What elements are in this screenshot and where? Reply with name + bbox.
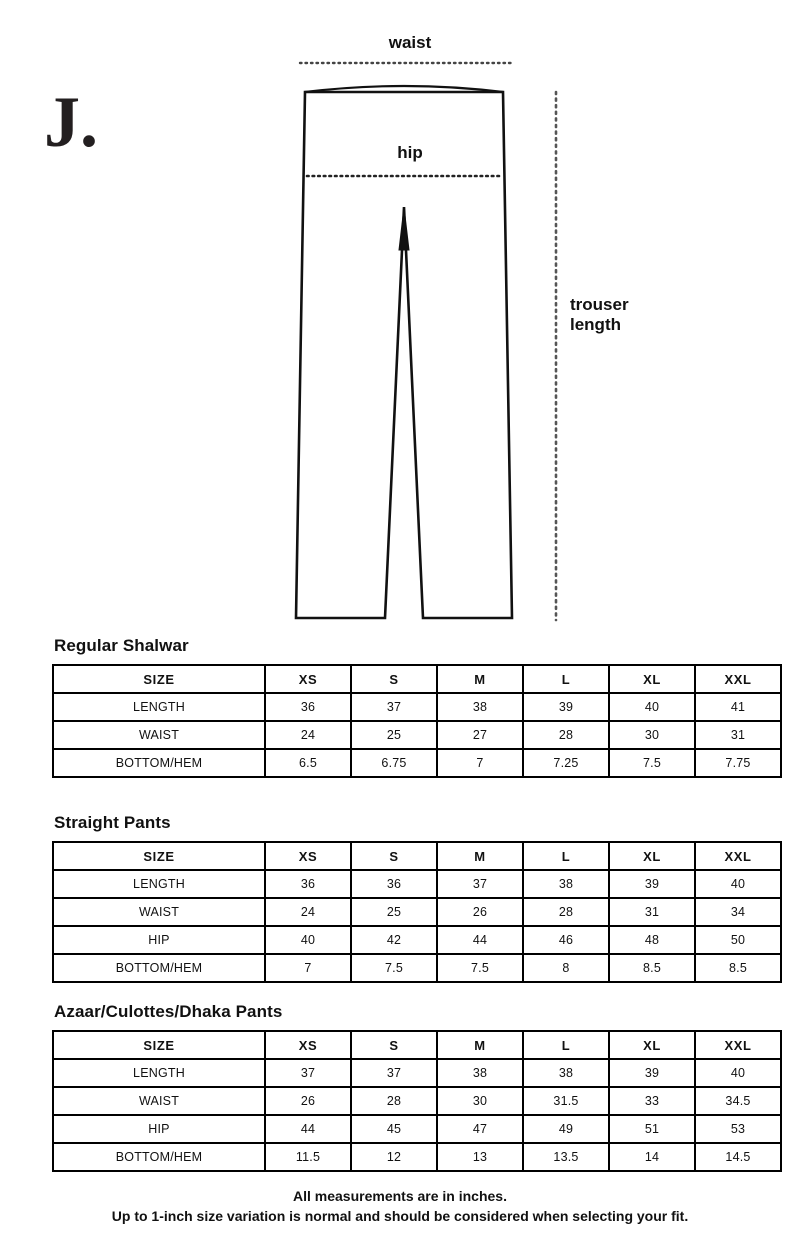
table-cell: 40 xyxy=(609,693,695,721)
table-cell: 45 xyxy=(351,1115,437,1143)
table-cell: 39 xyxy=(609,870,695,898)
table-row-label: BOTTOM/HEM xyxy=(53,954,265,982)
table-cell: 38 xyxy=(437,693,523,721)
table-cell: 37 xyxy=(351,693,437,721)
table-cell: 36 xyxy=(265,870,351,898)
footer-note-line2: Up to 1-inch size variation is normal and should be considered when selecting your fit. xyxy=(111,1208,689,1225)
trouser-length-label xyxy=(570,295,710,335)
table-header-cell: XL xyxy=(609,842,695,870)
footer-note-line1: All measurements are in inches. xyxy=(293,1188,507,1204)
table-row xyxy=(53,898,781,926)
trouser-outline xyxy=(296,92,512,618)
table-row-label: WAIST xyxy=(53,898,265,926)
table-cell: 7 xyxy=(437,749,523,777)
table-row-label: LENGTH xyxy=(53,870,265,898)
table-cell: 34.5 xyxy=(695,1087,781,1115)
table-cell: 7.5 xyxy=(351,954,437,982)
table-cell: 40 xyxy=(265,926,351,954)
table-header-cell: M xyxy=(437,1031,523,1059)
table-cell: 42 xyxy=(351,926,437,954)
table-cell: 28 xyxy=(351,1087,437,1115)
table-cell: 37 xyxy=(265,1059,351,1087)
table-cell: 27 xyxy=(437,721,523,749)
table-cell: 41 xyxy=(695,693,781,721)
table-cell: 51 xyxy=(609,1115,695,1143)
table-cell: 50 xyxy=(695,926,781,954)
table-cell: 31.5 xyxy=(523,1087,609,1115)
table-cell: 44 xyxy=(437,926,523,954)
table-cell: 26 xyxy=(437,898,523,926)
table-header-cell: XL xyxy=(609,1031,695,1059)
table-row xyxy=(53,954,781,982)
table-cell: 24 xyxy=(265,721,351,749)
size-section-straight-pants xyxy=(52,813,752,983)
table-header-cell: XXL xyxy=(695,665,781,693)
table-cell: 6.75 xyxy=(351,749,437,777)
table-cell: 49 xyxy=(523,1115,609,1143)
table-cell: 30 xyxy=(609,721,695,749)
table-header-row xyxy=(53,842,781,870)
table-row xyxy=(53,926,781,954)
table-header-cell: XS xyxy=(265,665,351,693)
table-cell: 31 xyxy=(695,721,781,749)
table-header-cell: M xyxy=(437,665,523,693)
table-cell: 28 xyxy=(523,898,609,926)
table-header-cell: S xyxy=(351,665,437,693)
table-row-label: BOTTOM/HEM xyxy=(53,749,265,777)
table-cell: 28 xyxy=(523,721,609,749)
table-cell: 14.5 xyxy=(695,1143,781,1171)
table-cell: 25 xyxy=(351,721,437,749)
table-row xyxy=(53,1143,781,1171)
table-row-label: HIP xyxy=(53,1115,265,1143)
size-section-regular-shalwar xyxy=(52,636,752,778)
table-row xyxy=(53,693,781,721)
table-cell: 24 xyxy=(265,898,351,926)
table-header-cell: L xyxy=(523,665,609,693)
table-header-size: SIZE xyxy=(53,665,265,693)
table-row xyxy=(53,870,781,898)
table-row-label: BOTTOM/HEM xyxy=(53,1143,265,1171)
table-cell: 26 xyxy=(265,1087,351,1115)
table-cell: 7.75 xyxy=(695,749,781,777)
table-header-cell: S xyxy=(351,1031,437,1059)
table-cell: 37 xyxy=(351,1059,437,1087)
table-cell: 38 xyxy=(437,1059,523,1087)
table-header-cell: L xyxy=(523,1031,609,1059)
table-header-size: SIZE xyxy=(53,842,265,870)
table-cell: 8.5 xyxy=(609,954,695,982)
table-cell: 38 xyxy=(523,1059,609,1087)
size-table xyxy=(52,841,782,983)
table-cell: 53 xyxy=(695,1115,781,1143)
table-cell: 34 xyxy=(695,898,781,926)
size-table xyxy=(52,664,782,778)
table-cell: 40 xyxy=(695,870,781,898)
footer-note xyxy=(0,1186,800,1227)
table-header-cell: S xyxy=(351,842,437,870)
table-cell: 44 xyxy=(265,1115,351,1143)
table-header-row xyxy=(53,1031,781,1059)
section-title: Regular Shalwar xyxy=(54,636,189,655)
table-row-label: WAIST xyxy=(53,721,265,749)
table-cell: 7.5 xyxy=(437,954,523,982)
table-cell: 47 xyxy=(437,1115,523,1143)
table-cell: 48 xyxy=(609,926,695,954)
table-cell: 6.5 xyxy=(265,749,351,777)
brand-logo-text: J. xyxy=(44,82,98,162)
table-header-cell: M xyxy=(437,842,523,870)
trouser-length-label-line2: length xyxy=(570,315,621,335)
table-header-cell: XL xyxy=(609,665,695,693)
table-cell: 7 xyxy=(265,954,351,982)
table-cell: 36 xyxy=(265,693,351,721)
table-row-label: WAIST xyxy=(53,1087,265,1115)
table-header-cell: XXL xyxy=(695,842,781,870)
table-cell: 31 xyxy=(609,898,695,926)
table-cell: 46 xyxy=(523,926,609,954)
table-cell: 11.5 xyxy=(265,1143,351,1171)
table-header-cell: XS xyxy=(265,842,351,870)
table-cell: 40 xyxy=(695,1059,781,1087)
table-row xyxy=(53,1115,781,1143)
table-cell: 25 xyxy=(351,898,437,926)
table-row xyxy=(53,1087,781,1115)
table-cell: 13 xyxy=(437,1143,523,1171)
section-title: Straight Pants xyxy=(54,813,171,832)
table-cell: 12 xyxy=(351,1143,437,1171)
table-cell: 7.25 xyxy=(523,749,609,777)
table-row xyxy=(53,749,781,777)
table-header-cell: XXL xyxy=(695,1031,781,1059)
table-cell: 14 xyxy=(609,1143,695,1171)
hip-label: hip xyxy=(397,143,423,162)
table-cell: 7.5 xyxy=(609,749,695,777)
table-row-label: LENGTH xyxy=(53,693,265,721)
table-cell: 37 xyxy=(437,870,523,898)
table-row xyxy=(53,721,781,749)
table-row-label: LENGTH xyxy=(53,1059,265,1087)
table-cell: 8.5 xyxy=(695,954,781,982)
table-cell: 36 xyxy=(351,870,437,898)
table-row-label: HIP xyxy=(53,926,265,954)
table-cell: 33 xyxy=(609,1087,695,1115)
table-header-cell: XS xyxy=(265,1031,351,1059)
table-cell: 39 xyxy=(609,1059,695,1087)
table-row xyxy=(53,1059,781,1087)
table-cell: 30 xyxy=(437,1087,523,1115)
table-cell: 38 xyxy=(523,870,609,898)
size-table xyxy=(52,1030,782,1172)
table-cell: 8 xyxy=(523,954,609,982)
table-header-size: SIZE xyxy=(53,1031,265,1059)
size-section-azaar-culottes-dhaka-pants xyxy=(52,1002,752,1172)
table-header-row xyxy=(53,665,781,693)
table-header-cell: L xyxy=(523,842,609,870)
trouser-length-label-line1: trouser xyxy=(570,295,629,314)
waist-label: waist xyxy=(388,33,432,52)
section-title: Azaar/Culottes/Dhaka Pants xyxy=(54,1002,283,1021)
table-cell: 39 xyxy=(523,693,609,721)
table-cell: 13.5 xyxy=(523,1143,609,1171)
